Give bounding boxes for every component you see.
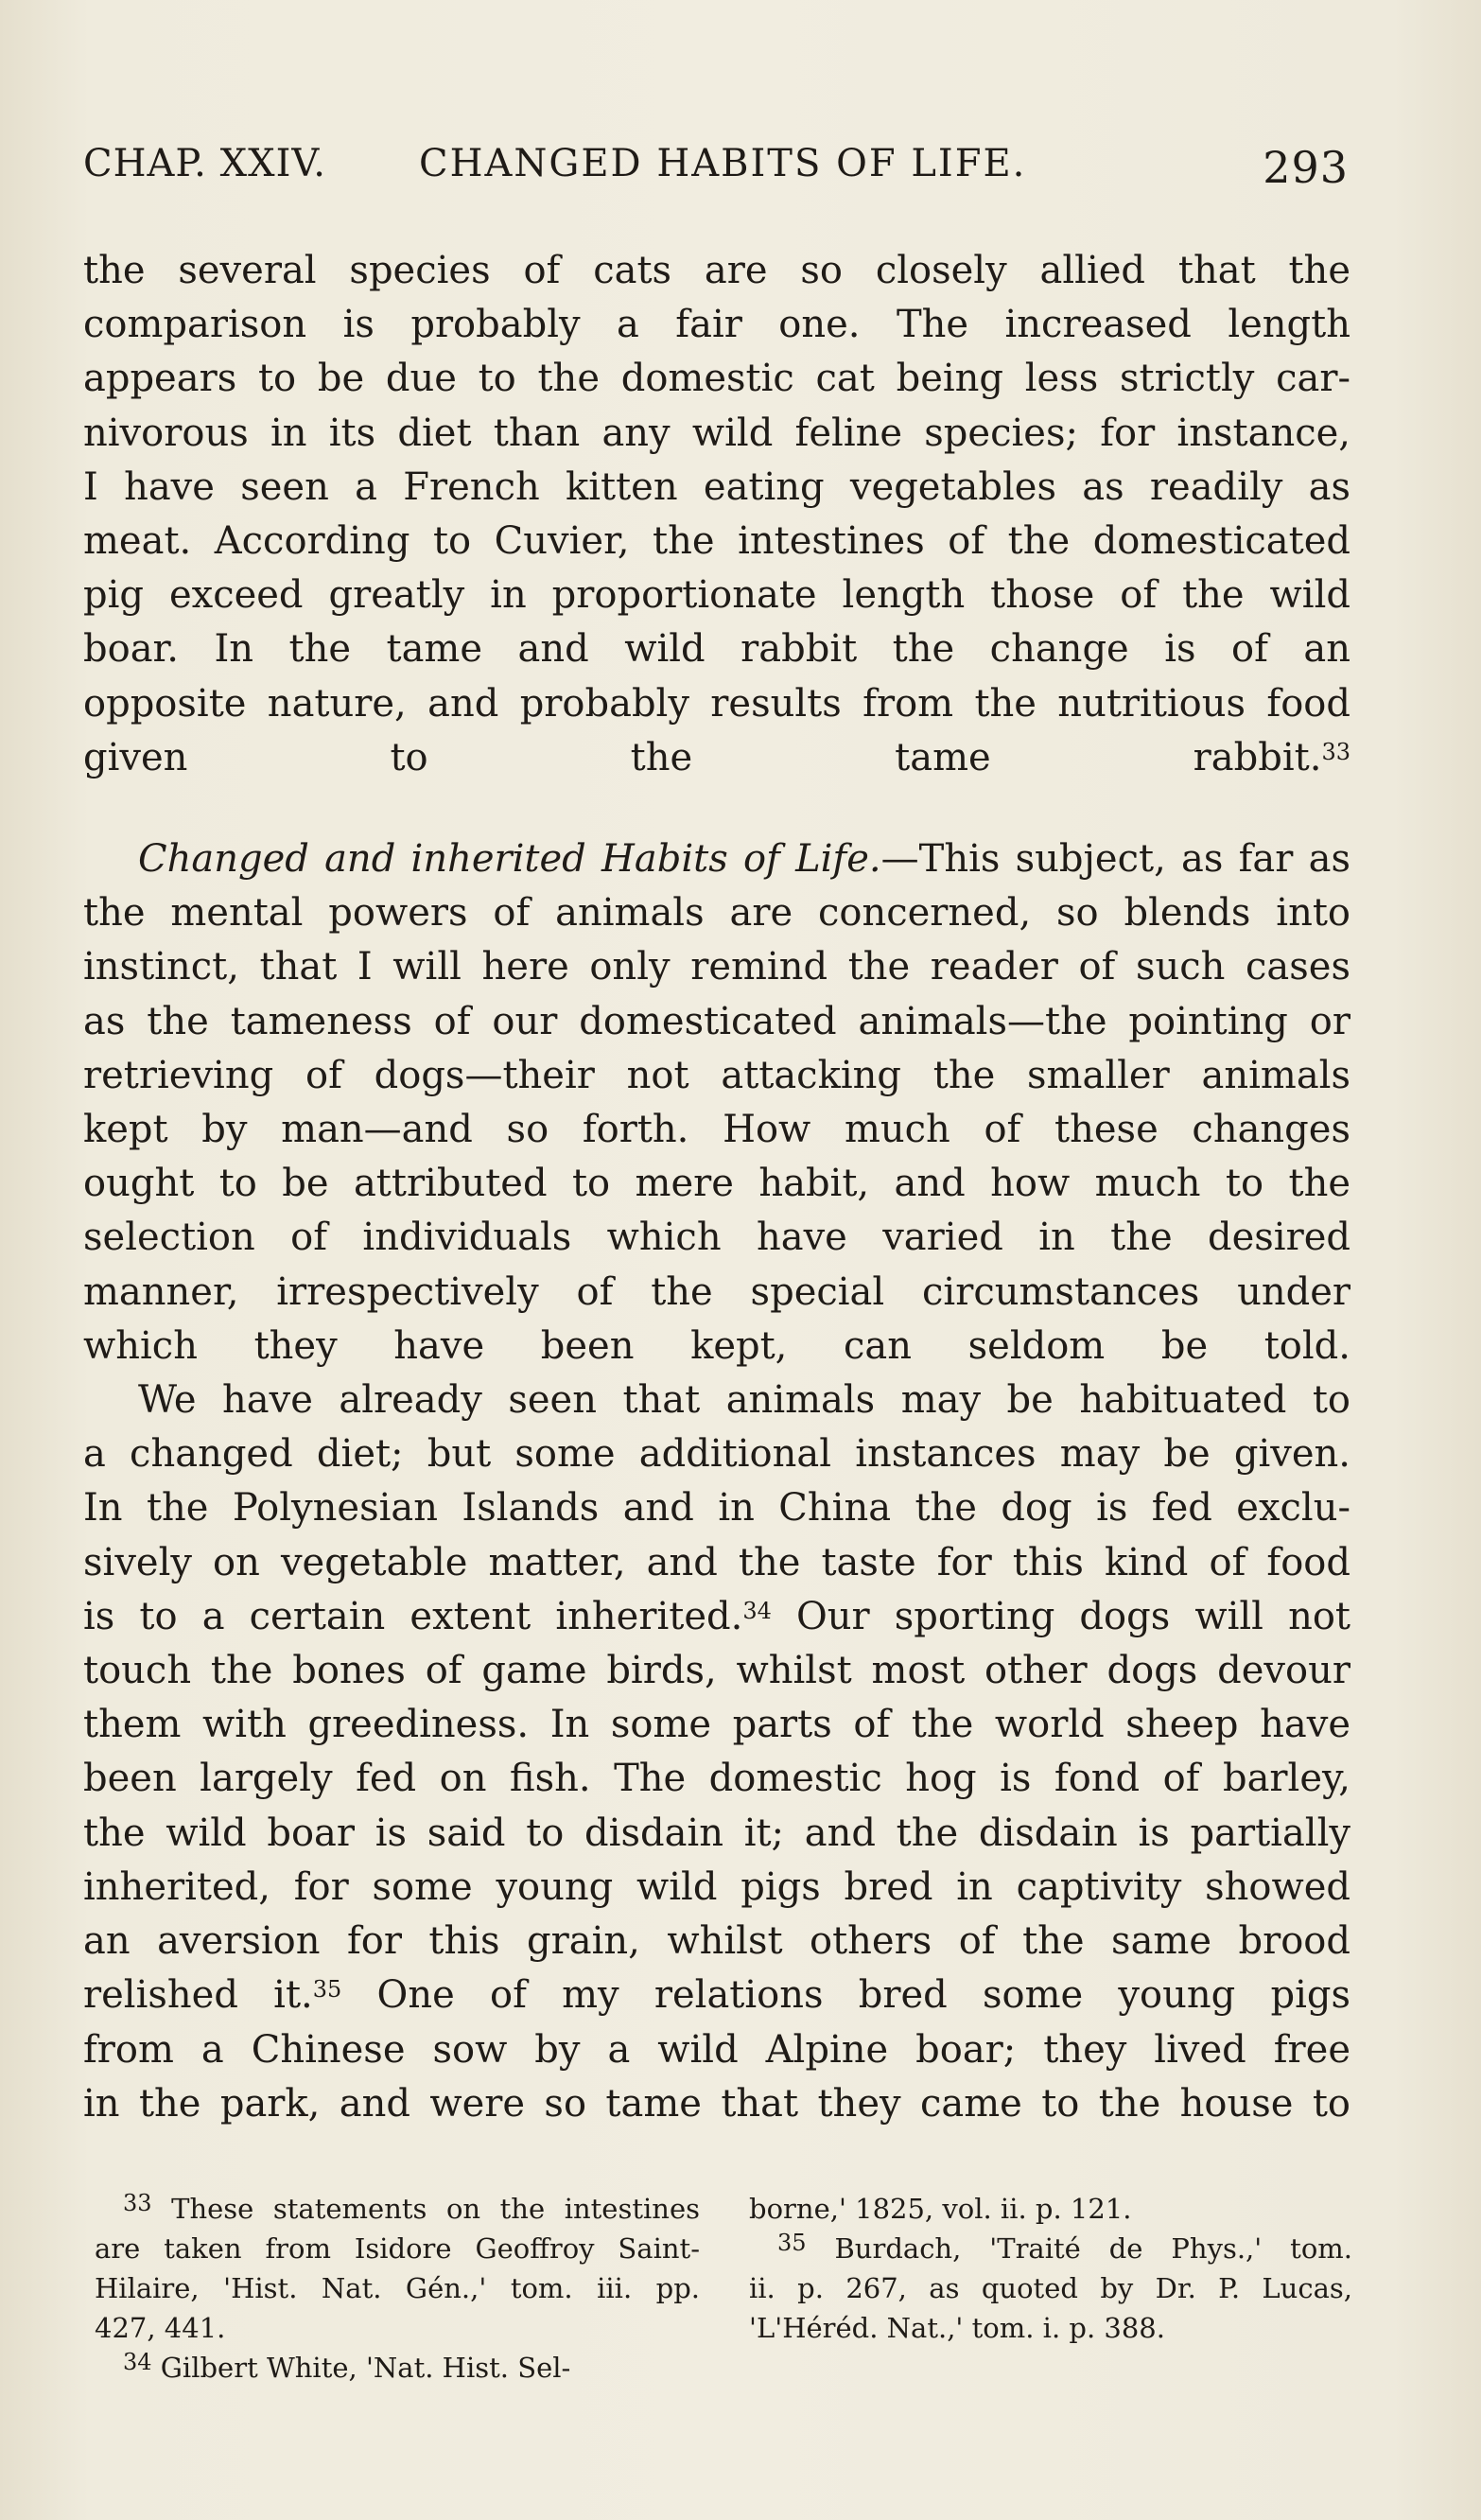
text-line: manner, irrespectively of the special circumstances under [83, 1269, 1350, 1314]
section-heading: Changed and inherited Habits of Life. [138, 837, 881, 882]
text-line: opposite nature, and probably results from the nutritious food [83, 681, 1350, 726]
text-fragment: These statements on the intestines [171, 2193, 701, 2225]
footnote-marker: 34 [123, 2349, 152, 2375]
running-header [83, 142, 1349, 199]
text-line [83, 832, 1350, 886]
text-line: appears to be due to the domestic cat being less strictly car- [83, 357, 1350, 401]
text-line: as the tameness of our domesticated animals—the pointing or [83, 999, 1350, 1043]
text-fragment: Our sporting dogs will not [795, 1594, 1350, 1638]
text-line: in the park, and were so tame that they came to the house to [83, 2081, 1350, 2126]
text-line: the wild boar is said to disdain it; and the disdain is partially [83, 1811, 1350, 1855]
running-title: CHANGED HABITS OF LIFE. [419, 142, 1027, 185]
text-line: comparison is probably a fair one. The increased length [83, 303, 1350, 347]
text-line [83, 1590, 1350, 1644]
footnote-35 [749, 2229, 1352, 2348]
footnote-line [749, 2229, 1352, 2268]
footnote-line [95, 2348, 700, 2388]
text-line [83, 731, 1350, 785]
chapter-label: CHAP. XXIV. [83, 142, 326, 185]
paragraph-3 [83, 1374, 1350, 2131]
text-line: I have seen a French kitten eating vegetables as readily as [83, 464, 1350, 509]
footnote-33 [95, 2189, 700, 2348]
text-line: ought to be attributed to mere habit, and how much to the [83, 1162, 1350, 1206]
text-line: retrieving of dogs—their not attacking the smaller animals [83, 1053, 1350, 1097]
footnote-line: 'L'Héréd. Nat.,' tom. i. p. 388. [749, 2312, 1165, 2344]
text-line: a changed diet; but some additional instances may be given. [83, 1432, 1350, 1477]
footnote-line: are taken from Isidore Geoffroy Saint- [95, 2232, 700, 2265]
text-line: selection of individuals which have varied in the desired [83, 1216, 1350, 1260]
text-fragment: given to the tame rabbit. [83, 735, 1322, 779]
body-text [83, 244, 1350, 2131]
footnote-ref-33[interactable]: 33 [1321, 738, 1350, 765]
text-line: been largely fed on fish. The domestic hog is fond of barley, [83, 1757, 1350, 1801]
footnote-line [95, 2189, 700, 2229]
footnote-line: ii. p. 267, as quoted by Dr. P. Lucas, [749, 2272, 1352, 2304]
text-line: meat. According to Cuvier, the intestines of the domesticated [83, 519, 1350, 564]
text-line: an aversion for this grain, whilst others of the same brood [83, 1919, 1350, 1964]
footnote-column-right [749, 2189, 1352, 2348]
footnote-34 [95, 2348, 700, 2388]
text-fragment: —This subject, as far as [880, 837, 1350, 882]
footnote-marker: 35 [777, 2230, 807, 2256]
text-line: which they have been kept, can seldom be told. [83, 1323, 1350, 1368]
text-line: the mental powers of animals are concerned, so blends into [83, 891, 1350, 936]
text-line: instinct, that I will here only remind the reader of such cases [83, 945, 1350, 989]
text-line: inherited, for some young wild pigs bred in captivity showed [83, 1864, 1350, 1909]
text-fragment: Gilbert White, 'Nat. Hist. Sel- [160, 2352, 571, 2384]
footnote-ref-34[interactable]: 34 [742, 1597, 772, 1624]
text-line: the several species of cats are so closely allied that the [83, 249, 1350, 292]
footnote-marker: 33 [123, 2190, 152, 2216]
text-line: from a Chinese sow by a wild Alpine boar; they lived free [83, 2027, 1350, 2072]
text-line: them with greediness. In some parts of the world sheep have [83, 1703, 1350, 1747]
text-line: pig exceed greatly in proportionate length those of the wild [83, 573, 1350, 618]
footnote-34-continued [749, 2189, 1352, 2229]
footnote-column-left [95, 2189, 700, 2388]
paragraph-2 [83, 832, 1350, 1374]
text-fragment: is to a certain extent inherited. [83, 1594, 743, 1638]
text-line: boar. In the tame and wild rabbit the change is of an [83, 627, 1350, 672]
text-line [83, 1969, 1350, 2022]
text-fragment: One of my relations bred some young pigs [376, 1973, 1351, 2018]
footnote-line: borne,' 1825, vol. ii. p. 121. [749, 2193, 1132, 2225]
text-fragment: relished it. [83, 1973, 313, 2018]
footnote-line: 427, 441. [95, 2312, 226, 2344]
text-line: We have already seen that animals may be habituated to [138, 1378, 1350, 1423]
text-line: In the Polynesian Islands and in China the dog is fed exclu- [83, 1486, 1350, 1531]
text-line: sively on vegetable matter, and the taste for this kind of food [83, 1540, 1350, 1584]
paragraph-1 [83, 244, 1350, 785]
text-line: nivorous in its diet than any wild feline species; for instance, [83, 411, 1350, 455]
text-fragment: Burdach, 'Traité de Phys.,' tom. [834, 2232, 1353, 2265]
footnote-ref-35[interactable]: 35 [312, 1976, 342, 2004]
text-line: touch the bones of game birds, whilst most other dogs devour [83, 1649, 1350, 1693]
text-line: kept by man—and so forth. How much of these changes [83, 1108, 1350, 1152]
page-number: 293 [1263, 142, 1349, 193]
footnote-line: Hilaire, 'Hist. Nat. Gén.,' tom. iii. pp. [95, 2272, 700, 2304]
